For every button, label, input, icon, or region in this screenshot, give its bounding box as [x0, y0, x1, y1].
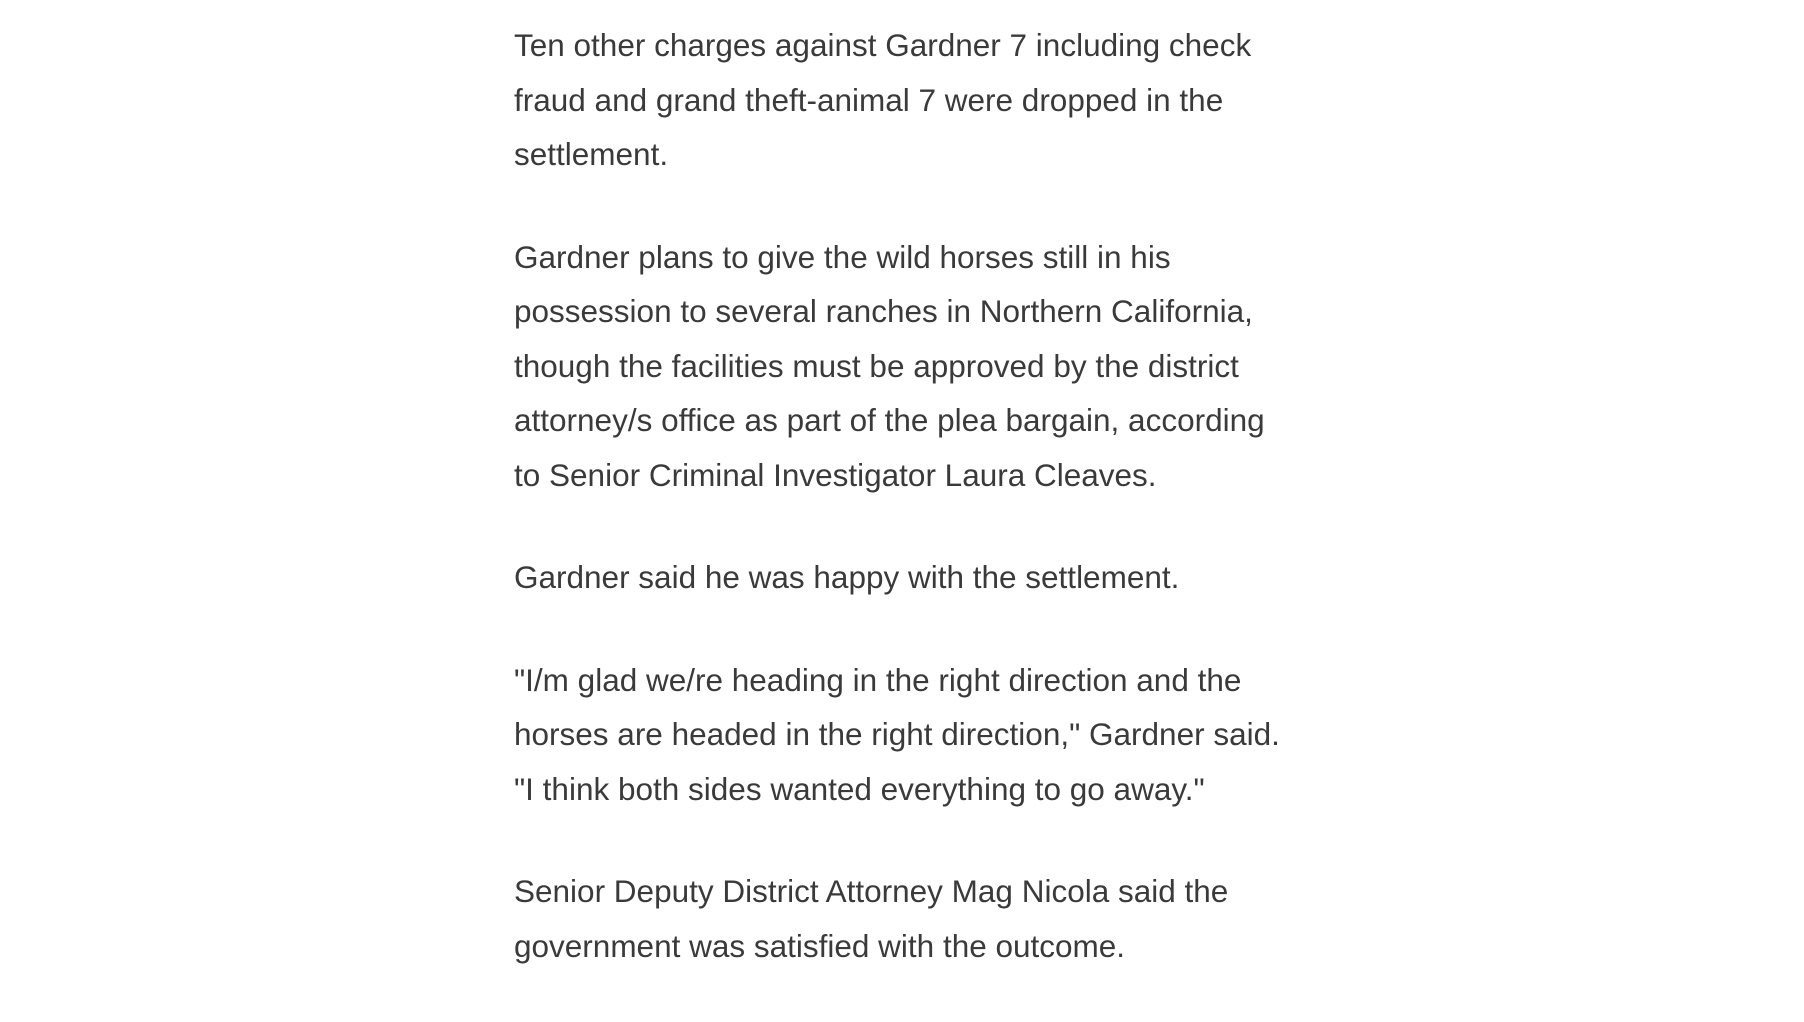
text-line: possession to several ranches in Northern California,	[514, 293, 1253, 329]
text-line: Ten other charges against Gardner 7 including check	[514, 27, 1252, 63]
text-line: horses are headed in the right direction," Gardner said.	[514, 716, 1280, 752]
text-line: Senior Deputy District Attorney Mag Nicola said the	[514, 873, 1229, 909]
article-body	[514, 18, 1314, 973]
text-line: Gardner said he was happy with the settlement.	[514, 559, 1180, 595]
text-line: "I/m glad we/re heading in the right direction and the	[514, 661, 1242, 698]
text-line: "I think both sides wanted everything to go away."	[514, 770, 1205, 807]
text-line: government was satisfied with the outcome.	[514, 927, 1126, 964]
paragraph-gardner-quote	[514, 653, 1314, 817]
text-line: Gardner plans to give the wild horses still in his	[514, 238, 1171, 275]
text-line: though the facilities must be approved by the district	[514, 347, 1239, 384]
paragraph-charges-dropped	[514, 18, 1314, 182]
paragraph-horses-plan	[514, 230, 1314, 503]
paragraph-government-satisfied	[514, 864, 1314, 973]
text-line: fraud and grand theft-animal 7 were dropped in the	[514, 81, 1224, 118]
paragraph-gardner-happy	[514, 550, 1314, 605]
text-line: to Senior Criminal Investigator Laura Cleaves.	[514, 456, 1157, 493]
text-line: attorney/s office as part of the plea bargain, according	[514, 402, 1265, 438]
text-line: settlement.	[514, 136, 669, 172]
